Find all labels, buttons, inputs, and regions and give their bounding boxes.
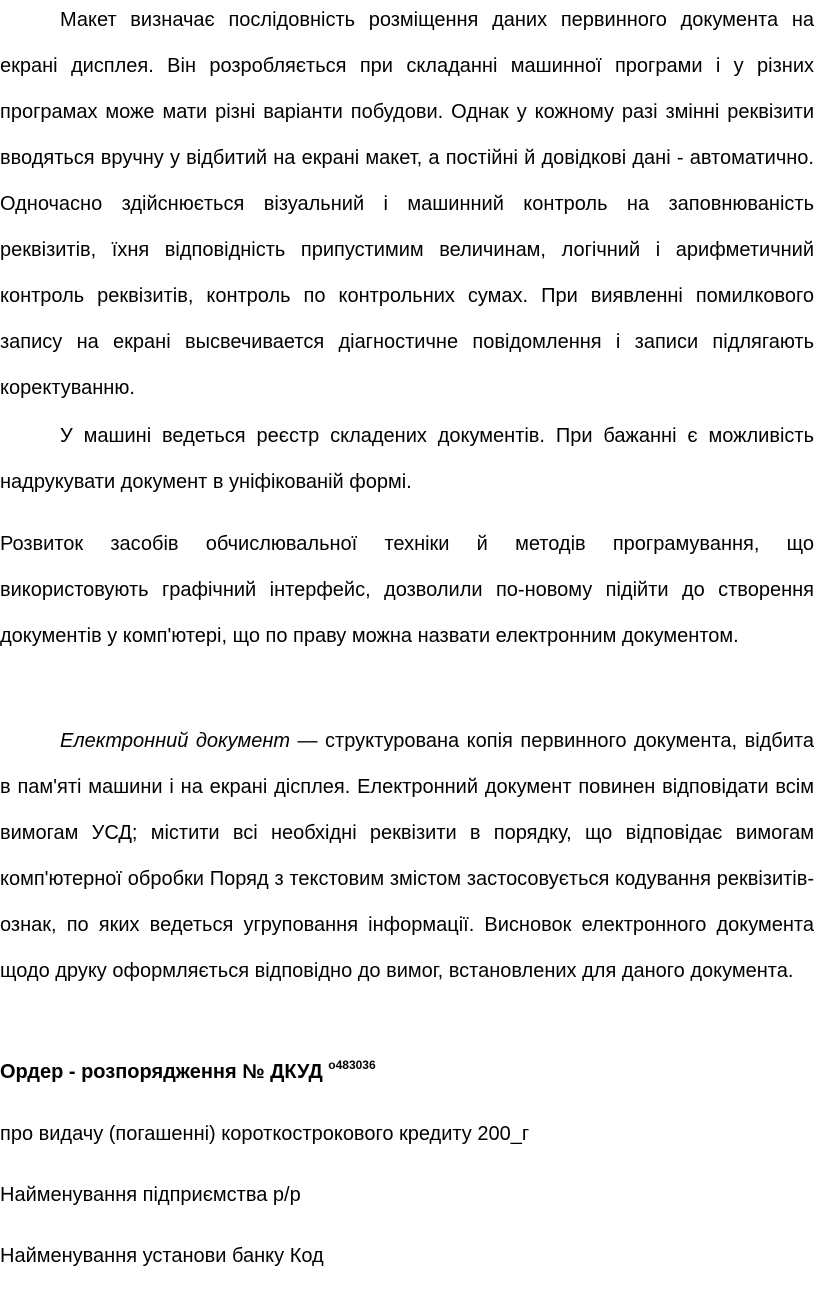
line-enterprise-name: Найменування підприємства р/р bbox=[0, 1184, 301, 1206]
order-heading-text: Ордер - розпорядження № ДКУД bbox=[0, 1061, 329, 1083]
line-credit-purpose: про видачу (погашенні) короткострокового кредиту 200_г bbox=[0, 1123, 530, 1145]
term-electronic-document: Електронний документ bbox=[60, 730, 290, 752]
paragraph-electronic-document bbox=[0, 718, 814, 994]
order-code: о483036 bbox=[328, 1058, 376, 1072]
line-bank-name: Найменування установи банку Код bbox=[0, 1245, 324, 1267]
order-heading bbox=[0, 1058, 376, 1086]
paragraph-registry: У машині ведеться реєстр складених документів. При бажанні є можливість надрукувати документ в уніфікованій формі. bbox=[0, 425, 814, 493]
paragraph-development: Розвиток засобів обчислювальної техніки й методів програмування, що використовують графічний інтерфейс, дозволили по-новому підійти до створення документів у комп'ютері, що по праву можна назвати електронним документом. bbox=[0, 533, 814, 647]
definition-text: — структурована копія первинного документа, відбита в пам'яті машини і на екрані дісплея. Електронний документ повинен відповідати всім вимогам УСД; містити всі необхідні реквізити в порядку, що відповідає вимогам комп'ютерної обробки Поряд з текстовим змістом застосовується кодування реквізитів- ознак, по яких ведеться угруповання інформації. Висновок електронного документа щодо друку оформляється відповідно до вимог, встановлених для даного документа. bbox=[0, 730, 814, 982]
paragraph-layout: Макет визначає послідовність розміщення даних первинного документа на екрані дисплея. Він розробляється при складанні машинної програми і у різних програмах може мати різні варіанти побудови. Однак у кожному разі змінні реквізити вводяться вручну у відбитий на екрані макет, а постійні й довідкові дані - автоматично. Одночасно здійснюється візуальний і машинний контроль на заповнюваність реквізитів, їхня відповідність припустимим величинам, логічний і арифметичний контроль реквізитів, контроль по контрольних сумах. При виявленні помилкового запису на екрані высвечивается діагностичне повідомлення і записи підлягають коректуванню. bbox=[0, 9, 814, 399]
